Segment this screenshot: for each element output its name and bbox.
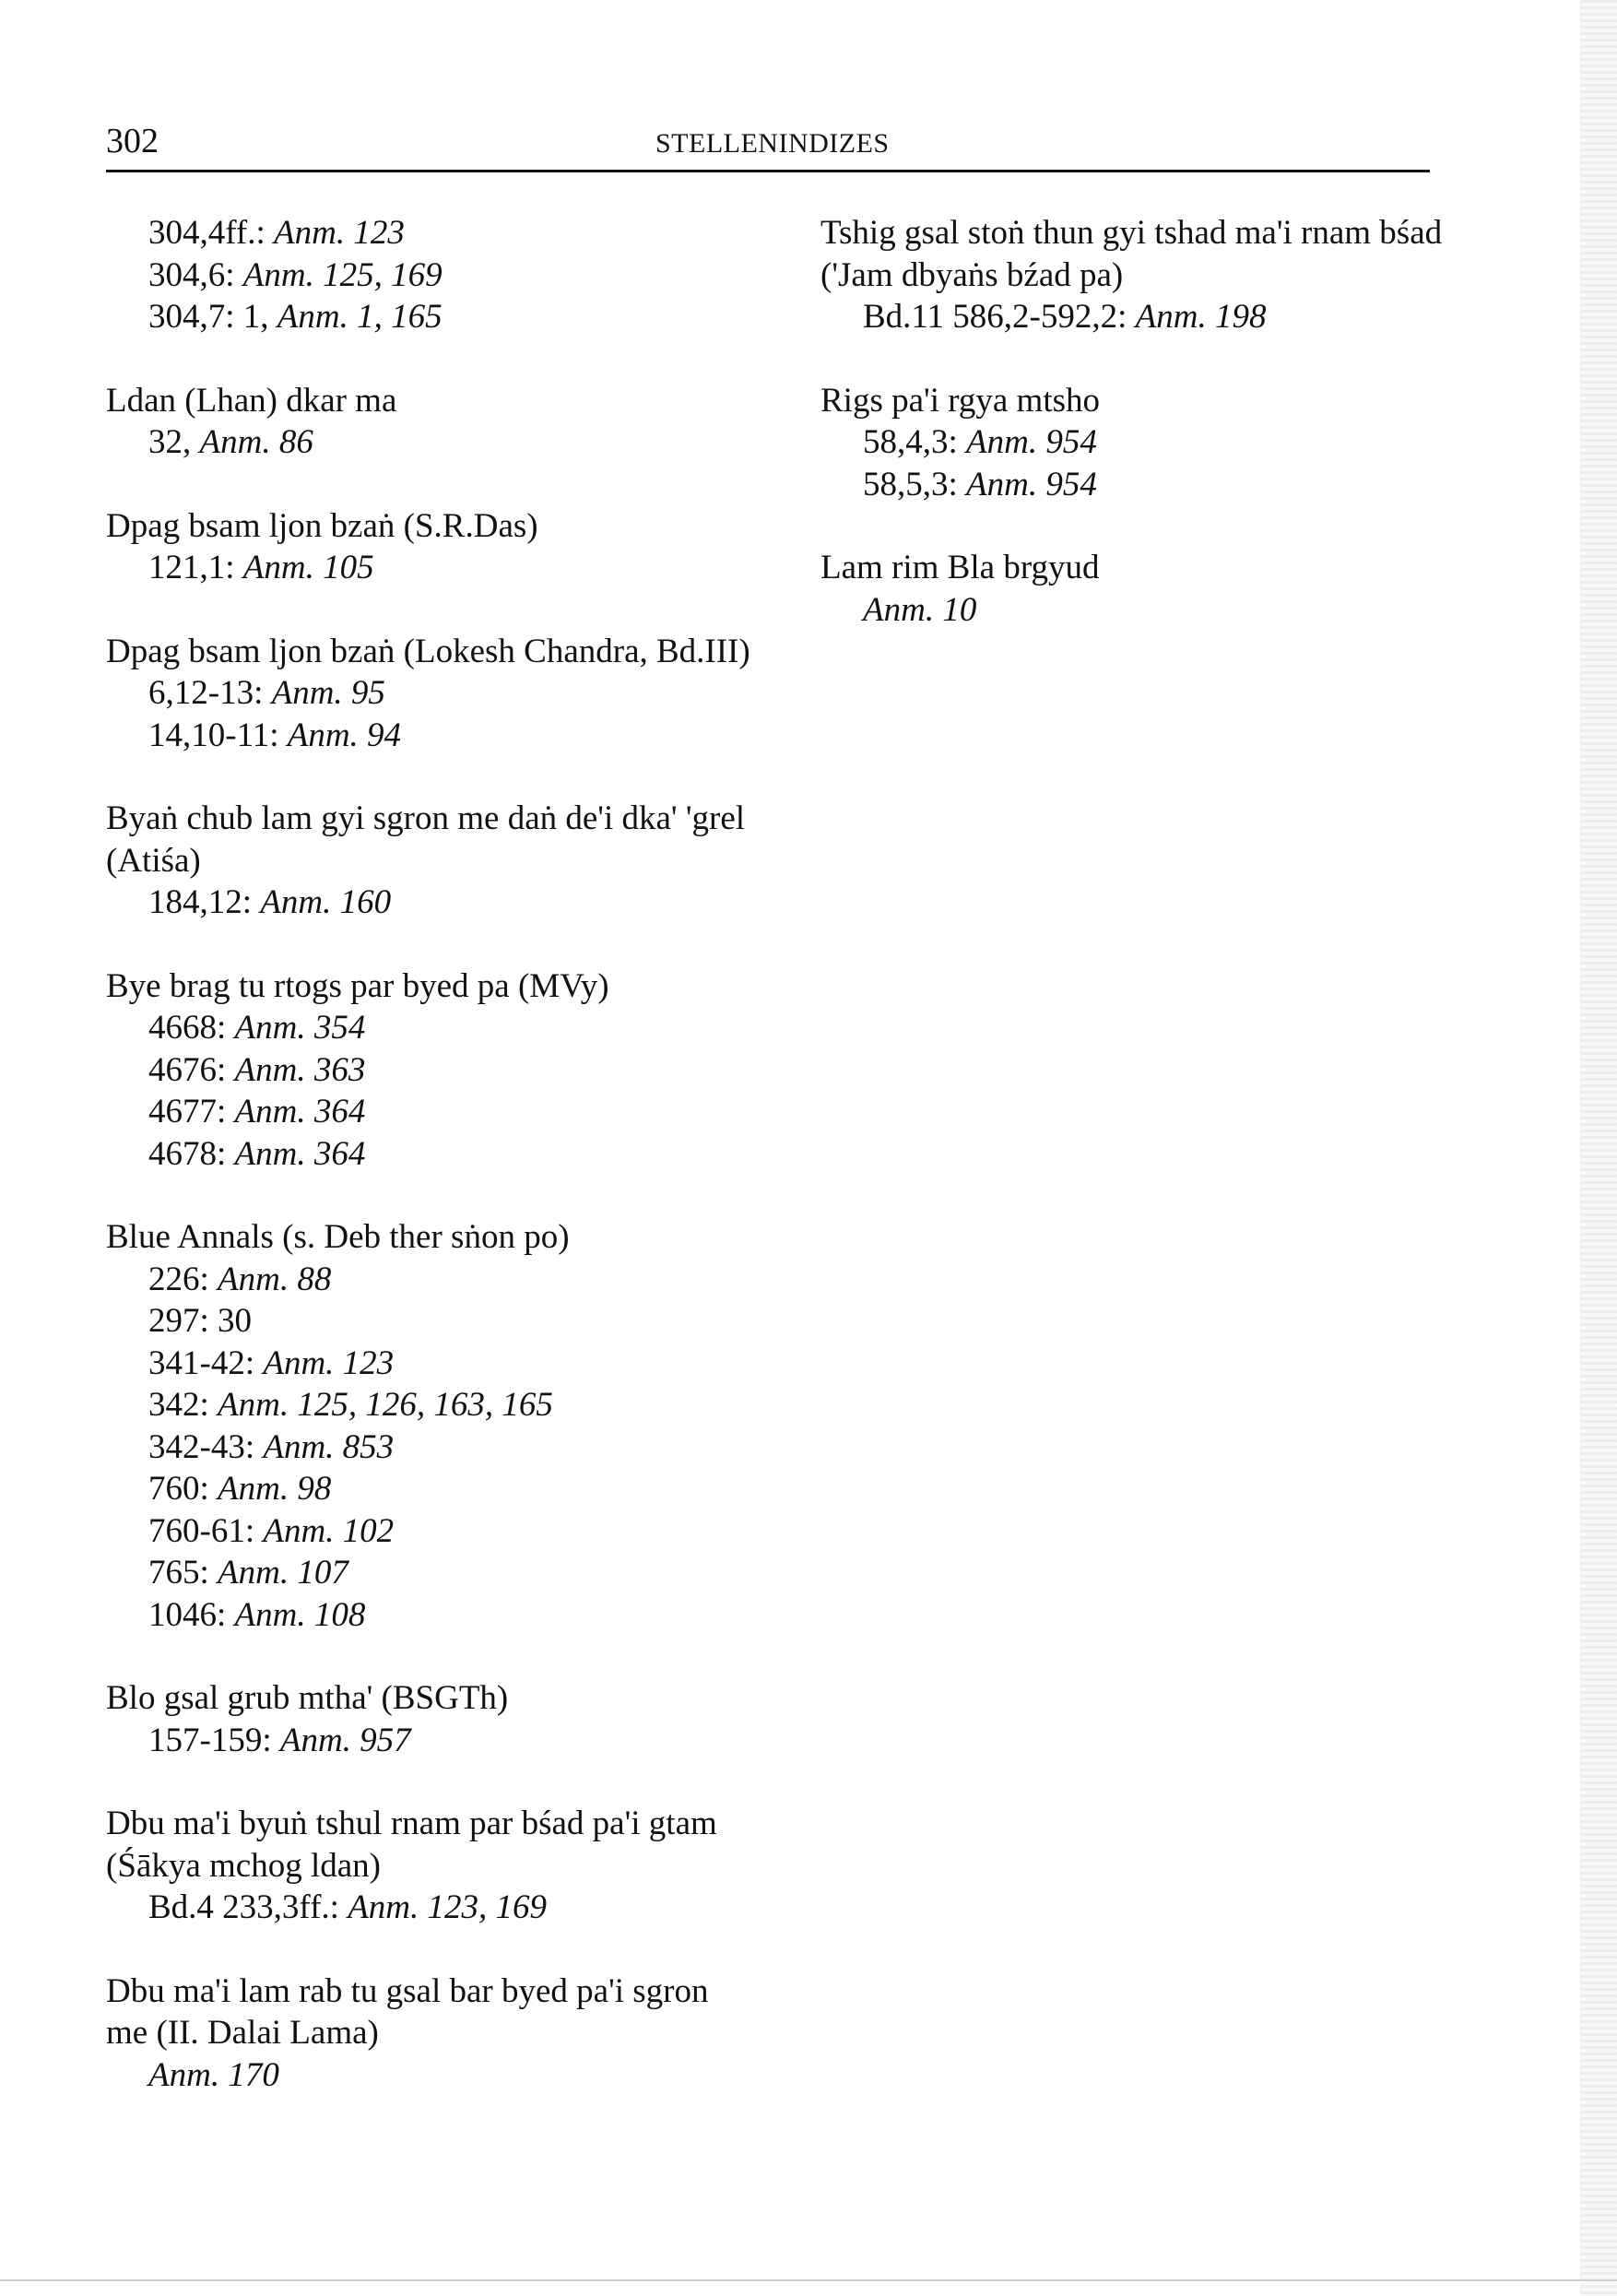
entry-title: Dpag bsam ljon bzaṅ (S.R.Das)	[106, 506, 538, 545]
index-entry	[820, 212, 1447, 338]
index-entry	[106, 212, 751, 338]
index-entry	[106, 1216, 751, 1636]
reference-location: 341-42:	[148, 1343, 264, 1382]
page-header	[106, 121, 1430, 169]
reference-location: 4678:	[148, 1134, 235, 1173]
reference-note: Anm. 957	[279, 1721, 411, 1759]
reference-note: Anm. 160	[260, 883, 392, 921]
reference-location: 760-61:	[148, 1511, 264, 1550]
entry-title: Byaṅ chub lam gyi sgron me daṅ de'i dka' 'grel (Atiśa)	[106, 799, 746, 880]
reference-note: Anm. 125, 126, 163, 165	[218, 1386, 553, 1424]
reference-location: 304,6:	[148, 255, 243, 294]
index-entry	[106, 1971, 751, 2097]
entry-title: Dbu ma'i byuṅ tshul rnam par bśad pa'i gtam (Śākya mchog ldan)	[106, 1805, 717, 1885]
reference-location: 157-159:	[148, 1721, 280, 1759]
reference-note: Anm. 88	[218, 1260, 332, 1298]
reference-note: Anm. 123, 169	[348, 1888, 548, 1926]
reference-note: Anm. 853	[263, 1427, 395, 1466]
reference-location: 4668:	[148, 1009, 235, 1047]
reference-location: 342-43:	[148, 1427, 264, 1466]
reference-location: 765:	[148, 1554, 218, 1592]
reference-note: Anm. 354	[234, 1009, 366, 1047]
entry-reference	[106, 254, 751, 297]
reference-note: Anm. 108	[234, 1595, 366, 1634]
reference-location: 760:	[148, 1470, 218, 1508]
entry-reference	[106, 1300, 751, 1343]
reference-note: Anm. 102	[263, 1511, 395, 1550]
reference-note: Anm. 123	[274, 214, 405, 252]
reference-location: 58,5,3:	[863, 465, 967, 503]
page-number: 302	[106, 122, 159, 160]
entry-reference	[106, 1343, 751, 1385]
entry-reference	[106, 1384, 751, 1426]
entry-reference	[106, 547, 751, 589]
entry-reference	[106, 2054, 751, 2097]
reference-note: Anm. 954	[966, 423, 1097, 461]
entry-title: Bye brag tu rtogs par byed pa (MVy)	[106, 966, 609, 1005]
reference-location: 304,4ff.:	[148, 214, 275, 252]
reference-note: Anm. 125, 169	[242, 255, 443, 294]
reference-note: Anm. 123	[263, 1343, 395, 1382]
entry-reference	[106, 882, 751, 924]
index-entry	[106, 505, 751, 589]
reference-location: 342:	[148, 1386, 218, 1424]
reference-note: Anm. 86	[199, 423, 313, 461]
scan-edge	[1580, 0, 1617, 2296]
entry-reference	[106, 1552, 751, 1594]
entry-reference	[106, 715, 751, 757]
entry-reference	[106, 1720, 751, 1762]
reference-location: 14,10-11:	[148, 716, 288, 754]
reference-location: 297: 30	[148, 1302, 253, 1340]
reference-location: 121,1:	[148, 549, 243, 586]
reference-note: Anm. 105	[242, 549, 374, 586]
reference-note: Anm. 1, 165	[277, 298, 443, 336]
reference-location: 4677:	[148, 1093, 235, 1130]
entry-reference	[106, 1133, 751, 1176]
index-entry	[106, 798, 751, 924]
index-entry	[106, 1803, 751, 1929]
entry-reference	[106, 1007, 751, 1049]
entry-reference	[106, 672, 751, 715]
entry-reference	[106, 1887, 751, 1929]
entry-title: Ldan (Lhan) dkar ma	[106, 381, 397, 420]
reference-location: Bd.4 233,3ff.:	[148, 1888, 348, 1926]
reference-location: 1046:	[148, 1595, 235, 1634]
entry-title: Dpag bsam ljon bzaṅ (Lokesh Chandra, Bd.III)	[106, 632, 750, 670]
entry-reference	[106, 421, 751, 464]
entry-title: Tshig gsal stoṅ thun gyi tshad ma'i rnam bśad ('Jam dbyaṅs bźad pa)	[820, 214, 1443, 294]
entry-reference	[106, 296, 751, 338]
index-entry	[106, 631, 751, 757]
entry-reference	[820, 589, 1447, 632]
reference-location: 6,12-13:	[148, 674, 272, 712]
entry-title: Rigs pa'i rgya mtsho	[820, 381, 1101, 420]
reference-location: 58,4,3:	[863, 423, 967, 461]
reference-note: Anm. 364	[234, 1134, 366, 1173]
entry-reference	[106, 1468, 751, 1510]
entry-reference	[820, 464, 1447, 506]
entry-title: Lam rim Bla brgyud	[820, 549, 1100, 586]
reference-note: Anm. 363	[234, 1050, 366, 1089]
entry-reference	[106, 1594, 751, 1637]
entry-reference	[106, 1259, 751, 1301]
reference-note: Anm. 364	[234, 1093, 366, 1130]
index-entry	[106, 1677, 751, 1761]
reference-location: 226:	[148, 1260, 218, 1298]
index-entry	[106, 965, 751, 1176]
running-head: STELLENINDIZES	[655, 128, 890, 159]
reference-note: Anm. 198	[1135, 298, 1267, 336]
reference-note: Anm. 170	[148, 2055, 279, 2094]
header-rule	[106, 170, 1430, 172]
reference-note: Anm. 98	[218, 1470, 332, 1508]
entry-reference	[106, 1510, 751, 1553]
right-column	[820, 212, 1447, 672]
reference-location: 32,	[148, 423, 200, 461]
entry-title: Dbu ma'i lam rab tu gsal bar byed pa'i sgron me (II. Dalai Lama)	[106, 1971, 709, 2052]
entry-reference	[820, 421, 1447, 464]
entry-title: Blo gsal grub mtha' (BSGTh)	[106, 1679, 509, 1717]
index-entry	[820, 547, 1447, 631]
reference-location: 304,7: 1,	[148, 298, 277, 336]
entry-reference	[106, 212, 751, 254]
entry-reference	[106, 1091, 751, 1133]
index-entry	[820, 380, 1447, 506]
reference-location: 184,12:	[148, 883, 261, 921]
reference-note: Anm. 10	[863, 590, 977, 629]
index-entry	[106, 380, 751, 464]
reference-note: Anm. 95	[271, 674, 385, 712]
reference-location: 4676:	[148, 1050, 235, 1089]
reference-note: Anm. 107	[218, 1554, 348, 1592]
entry-reference	[106, 1049, 751, 1092]
left-column	[106, 212, 751, 2137]
entry-title: Blue Annals (s. Deb ther sṅon po)	[106, 1218, 570, 1256]
reference-note: Anm. 94	[287, 716, 402, 754]
reference-location: Bd.11 586,2-592,2:	[863, 298, 1136, 336]
entry-reference	[820, 296, 1447, 338]
entry-reference	[106, 1426, 751, 1469]
reference-note: Anm. 954	[966, 465, 1097, 503]
scan-bottom-line	[0, 2279, 1617, 2281]
